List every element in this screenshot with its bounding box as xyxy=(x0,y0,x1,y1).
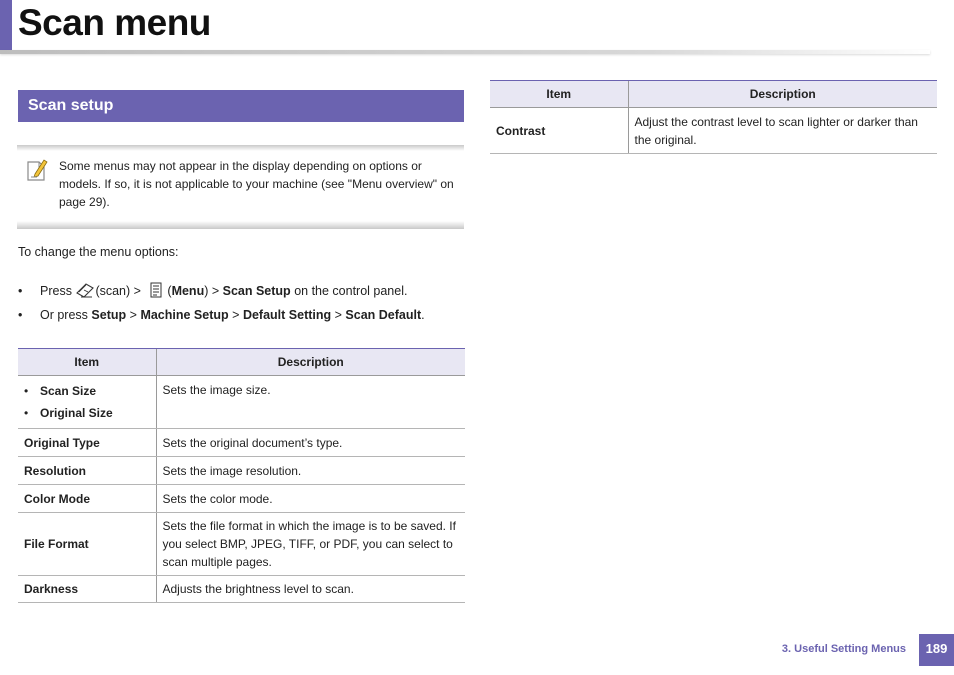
section-title: Scan setup xyxy=(28,97,114,114)
table-cell-item xyxy=(18,376,156,429)
contrast-table xyxy=(490,80,937,154)
table-row xyxy=(18,485,465,513)
table-cell-item: Color Mode xyxy=(18,485,156,513)
table-row xyxy=(18,457,465,485)
machine-setup-label: Machine Setup xyxy=(140,308,229,322)
bullet-press-label: Press xyxy=(40,283,72,298)
column-header-item: Item xyxy=(490,81,628,108)
page-number: 189 xyxy=(919,634,954,666)
table-cell-item: Contrast xyxy=(490,108,628,154)
bullet-or-press: • Or press Setup > Machine Setup > Default Setting > Scan Default. xyxy=(18,308,425,322)
scan-default-label: Scan Default xyxy=(345,308,422,322)
table-row xyxy=(18,576,465,603)
table-cell-description: Sets the image size. xyxy=(156,376,465,429)
table-cell-description: Adjusts the brightness level to scan. xyxy=(156,576,465,603)
menu-icon xyxy=(148,281,164,302)
list-item: • Original Size xyxy=(24,406,113,420)
title-accent-bar xyxy=(0,0,12,52)
table-row xyxy=(18,376,465,429)
table-row xyxy=(490,108,937,154)
table-cell-item: Original Type xyxy=(18,429,156,457)
footer-chapter: 3. Useful Setting Menus xyxy=(781,643,906,655)
table-cell-description: Sets the color mode. xyxy=(156,485,465,513)
page-title: Scan menu xyxy=(18,2,211,43)
column-header-item: Item xyxy=(18,349,156,376)
title-divider xyxy=(0,50,930,54)
note-pencil-icon xyxy=(25,157,49,183)
column-header-description: Description xyxy=(156,349,465,376)
table-cell-description: Sets the file format in which the image is to be saved. If you select BMP, JPEG, TIFF, or PDF, you can select to scan multiple pages. xyxy=(156,513,465,576)
scan-setup-table xyxy=(18,348,465,603)
menu-label: Menu xyxy=(171,283,205,298)
scan-icon xyxy=(75,280,95,303)
scan-setup-label: Scan Setup xyxy=(222,283,291,298)
table-cell-item: Darkness xyxy=(18,576,156,603)
list-item: • Scan Size xyxy=(24,384,97,398)
table-row xyxy=(18,513,465,576)
section-header xyxy=(18,90,464,122)
table-cell-description: Sets the original document’s type. xyxy=(156,429,465,457)
setup-label: Setup xyxy=(91,308,127,322)
column-header-description: Description xyxy=(628,81,937,108)
note-text: Some menus may not appear in the display depending on options or models. If so, it is not applicable to your machine (see "Menu overview" on page 29). xyxy=(59,159,454,209)
table-row xyxy=(18,429,465,457)
table-header-row xyxy=(490,81,937,108)
table-cell-item: Resolution xyxy=(18,457,156,485)
intro-text: To change the menu options: xyxy=(18,245,179,259)
table-cell-description: Sets the image resolution. xyxy=(156,457,465,485)
default-setting-label: Default Setting xyxy=(242,308,332,322)
scan-label: (scan) > xyxy=(95,283,141,298)
table-cell-description: Adjust the contrast level to scan lighter or darker than the original. xyxy=(628,108,937,154)
table-cell-item: File Format xyxy=(18,513,156,576)
table-header-row xyxy=(18,349,465,376)
bullet-press-scan: • Press (scan) > (Menu) > Scan Setup on the control panel. xyxy=(18,280,407,303)
note-box xyxy=(17,145,464,229)
